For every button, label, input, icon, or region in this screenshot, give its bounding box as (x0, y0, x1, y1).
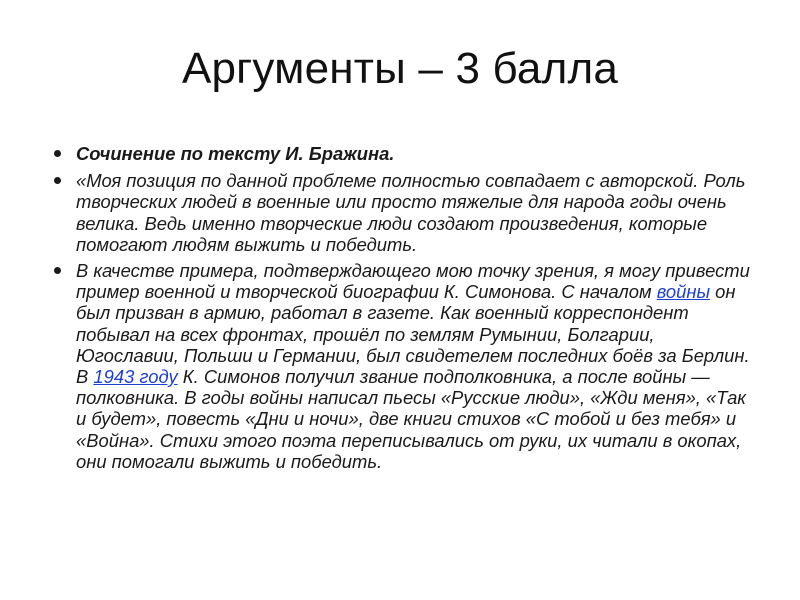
bullet-text: Сочинение по тексту И. Бражина. (76, 143, 395, 164)
bullet-dot-icon (54, 267, 61, 274)
bullet-item-example (48, 260, 760, 472)
bullet-list (48, 143, 760, 477)
bullet-text: «Моя позиция по данной проблеме полностью совпадает с авторской. Роль творческих людей в военные или просто тяжелые для народа годы очень велика. Ведь именно творческие люди создают произведения, которые помогают людям выжить и победить. (76, 170, 746, 255)
link-1943-year[interactable]: 1943 году (93, 366, 178, 388)
bullet-item-source (48, 143, 760, 164)
bullet-dot-icon (54, 150, 61, 157)
bullet-text-part: К. Симонов получил звание подполковника, а после войны — полковника. В годы войны написал пьесы «Русские люди», «Жди меня», «Так и будет», повесть «Дни и ночи», две книги стихов «С тобой и без тебя» и «Война». Стихи этого поэта переписывались от руки, их читали в окопах, они помогали выжить и победить. (76, 366, 746, 472)
bullet-text-part: В качестве примера, подтверждающего мою точку зрения, я могу привести пример военной и творческой биографии К. Симонова. С началом (76, 260, 750, 303)
link-war[interactable]: войны (656, 281, 710, 303)
slide-title: Аргументы – 3 балла (181, 44, 619, 93)
bullet-text-part: он был призван в армию, работал в газете. Как военный корреспондент побывал на всех фронтах, прошёл по землям Румынии, Болгарии, Югославии, Польши и Германии, был свидетелем последних боёв за Берлин. В (76, 281, 750, 388)
bullet-item-position (48, 170, 760, 255)
bullet-dot-icon (54, 177, 61, 184)
